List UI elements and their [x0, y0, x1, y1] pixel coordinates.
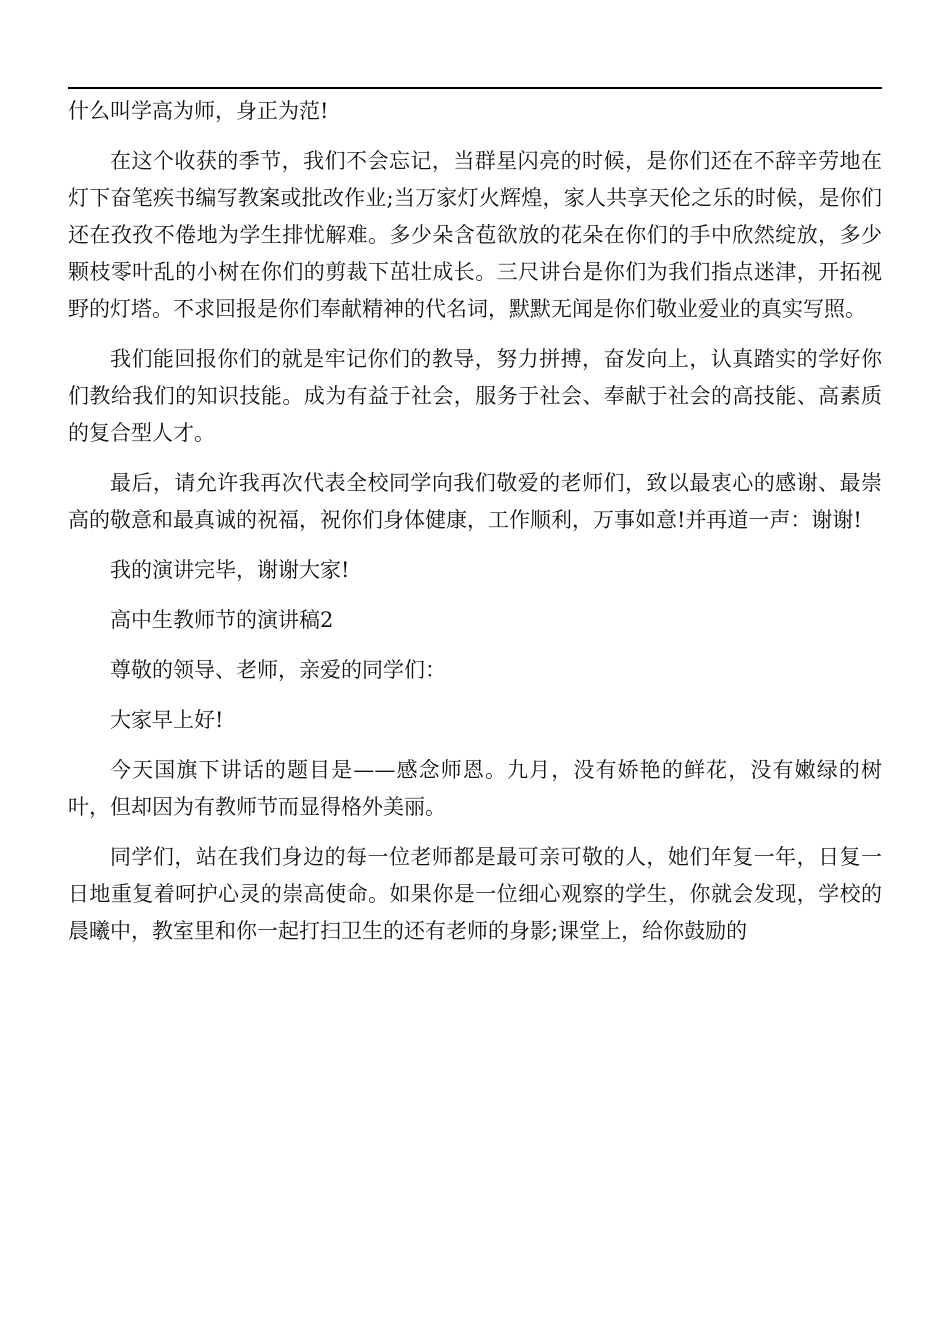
paragraph-9: 今天国旗下讲话的题目是——感念师恩。九月，没有娇艳的鲜花，没有嫩绿的树叶，但却因为有教师节而显得格外美丽。	[68, 758, 882, 819]
paragraph-5: 我的演讲完毕，谢谢大家!	[110, 558, 350, 582]
paragraph-1: 什么叫学高为师，身正为范!	[68, 99, 329, 123]
paragraph-2: 在这个收获的季节，我们不会忘记，当群星闪亮的时候，是你们还在不辞辛劳地在灯下奋笔疾书编写教案或批改作业;当万家灯火辉煌，家人共享天伦之乐的时候，是你们还在孜孜不倦地为学生排忧解难。多少朵含苞欲放的花朵在你们的手中欣然绽放，多少颗枝零叶乱的小树在你们的剪裁下茁壮成长。三尺讲台是你们为我们指点迷津，开拓视野的灯塔。不求回报是你们奉献精神的代名词，默默无闻是你们敬业爱业的真实写照。	[68, 149, 882, 321]
greeting: 大家早上好!	[110, 708, 224, 732]
header-rule	[68, 87, 882, 89]
paragraph-3: 我们能回报你们的就是牢记你们的教导，努力拼搏，奋发向上，认真踏实的学好你们教给我们的知识技能。成为有益于社会，服务于社会、奉献于社会的高技能、高素质的复合型人才。	[68, 347, 882, 445]
paragraph-4: 最后，请允许我再次代表全校同学向我们敬爱的老师们，致以最衷心的感谢、最崇高的敬意和最真诚的祝福，祝你们身体健康，工作顺利，万事如意!并再道一声：谢谢!	[68, 471, 882, 532]
paragraph-10: 同学们，站在我们身边的每一位老师都是最可亲可敬的人，她们年复一年，日复一日地重复着呵护心灵的崇高使命。如果你是一位细心观察的学生，你就会发现，学校的晨曦中，教室里和你一起打扫卫生的还有老师的身影;课堂上，给你鼓励的	[68, 845, 882, 943]
section-title: 高中生教师节的演讲稿2	[110, 608, 334, 632]
salutation: 尊敬的领导、老师，亲爱的同学们：	[110, 658, 446, 682]
document-body	[68, 93, 882, 963]
